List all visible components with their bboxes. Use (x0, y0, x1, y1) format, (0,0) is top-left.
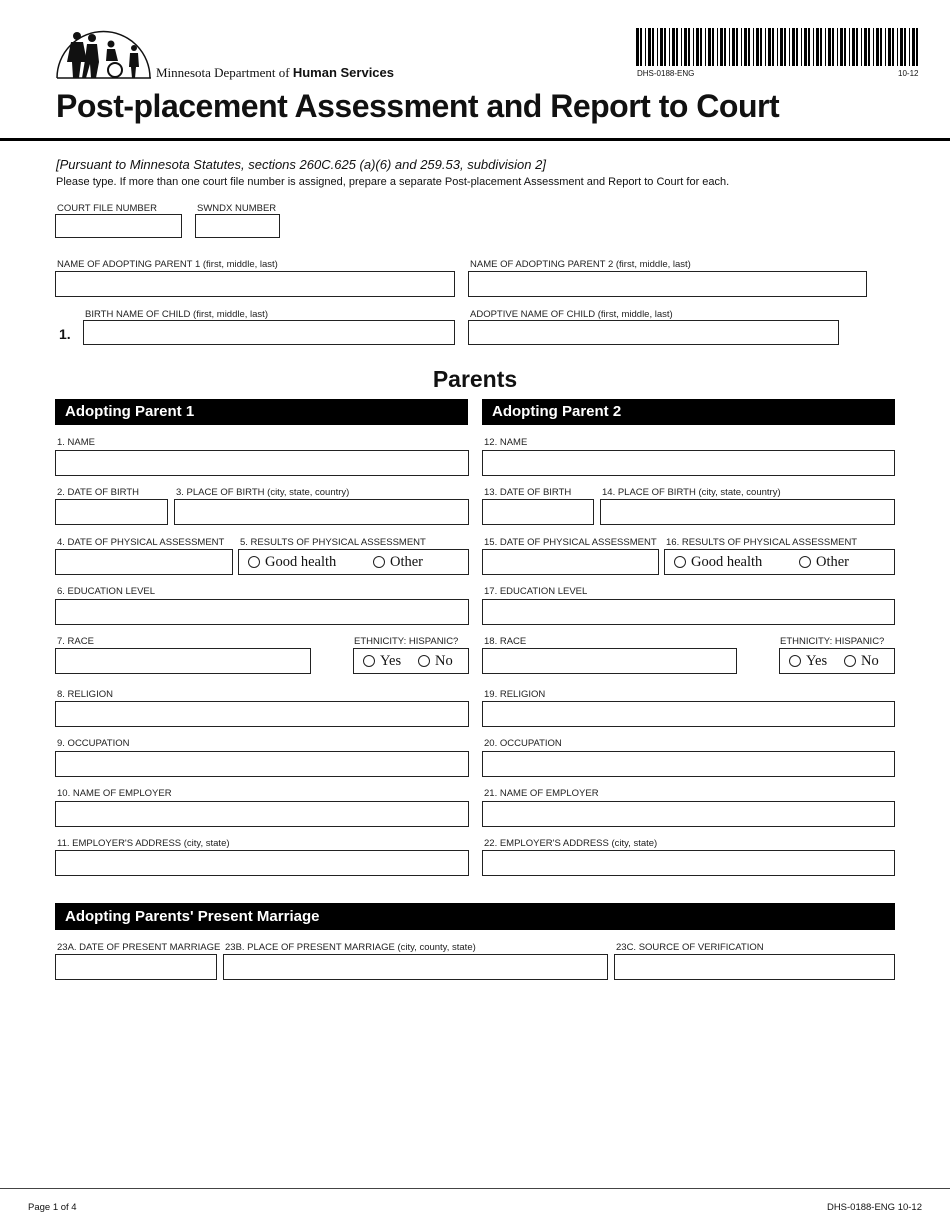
parents-heading: Parents (432, 366, 518, 392)
p1-pob-input[interactable] (174, 499, 469, 525)
barcode (635, 28, 922, 66)
p1-ethnicity-label: ETHNICITY: HISPANIC? (354, 636, 459, 647)
p2-ethnicity-label: ETHNICITY: HISPANIC? (780, 636, 885, 647)
swndx-number-label: SWNDX NUMBER (197, 203, 277, 214)
adoptive-name-child-label: ADOPTIVE NAME OF CHILD (first, middle, last) (470, 309, 673, 320)
p1-phys-results-group (238, 549, 469, 575)
p2-phys-date-label: 15. DATE OF PHYSICAL ASSESSMENT (484, 537, 657, 548)
p2-phys-results-group (664, 549, 895, 575)
p2-hispanic-yes[interactable] (789, 653, 844, 670)
form-code: DHS-0188-ENG (637, 69, 695, 78)
no-text: No (435, 652, 453, 669)
radio-icon[interactable] (373, 556, 385, 568)
p2-other-option[interactable] (799, 554, 849, 571)
p2-race-input[interactable] (482, 648, 737, 674)
verification-source-input[interactable] (614, 954, 895, 980)
p2-pob-label: 14. PLACE OF BIRTH (city, state, country) (602, 487, 781, 498)
p2-employer-input[interactable] (482, 801, 895, 827)
adopting-parent-1-header: Adopting Parent 1 (55, 399, 468, 425)
dhs-logo (55, 26, 153, 80)
marriage-place-input[interactable] (223, 954, 608, 980)
p1-religion-input[interactable] (55, 701, 469, 727)
present-marriage-header: Adopting Parents' Present Marriage (55, 903, 895, 930)
page-number: Page 1 of 4 (28, 1202, 77, 1213)
adopting-parent-1-name-input[interactable] (55, 271, 455, 297)
adoptive-name-child-input[interactable] (468, 320, 839, 345)
p1-education-input[interactable] (55, 599, 469, 625)
radio-icon[interactable] (799, 556, 811, 568)
birth-name-child-input[interactable] (83, 320, 455, 345)
p2-name-input[interactable] (482, 450, 895, 476)
p2-dob-input[interactable] (482, 499, 594, 525)
yes-text: Yes (806, 652, 828, 669)
verification-source-label: 23C. SOURCE OF VERIFICATION (616, 942, 764, 953)
p1-education-label: 6. EDUCATION LEVEL (57, 586, 156, 597)
good-health-text: Good health (691, 553, 763, 570)
instructions: Please type. If more than one court file number is assigned, prepare a separate Post-placement Assessment and Report to Court for each. (56, 176, 730, 188)
p1-occupation-label: 9. OCCUPATION (57, 738, 130, 749)
court-file-number-input[interactable] (55, 214, 182, 238)
adopting-parent-2-header: Adopting Parent 2 (482, 399, 895, 425)
radio-icon[interactable] (844, 655, 856, 667)
p2-occupation-label: 20. OCCUPATION (484, 738, 562, 749)
other-text: Other (390, 553, 424, 570)
p2-hispanic-no[interactable] (844, 653, 879, 670)
good-health-text: Good health (265, 553, 337, 570)
p2-pob-input[interactable] (600, 499, 895, 525)
footer-form-code: DHS-0188-ENG 10-12 (826, 1202, 922, 1213)
child-number: 1. (59, 326, 71, 342)
p1-phys-date-label: 4. DATE OF PHYSICAL ASSESSMENT (57, 537, 225, 548)
radio-icon[interactable] (674, 556, 686, 568)
p1-race-input[interactable] (55, 648, 311, 674)
radio-icon[interactable] (248, 556, 260, 568)
p2-education-label: 17. EDUCATION LEVEL (484, 586, 588, 597)
p1-occupation-input[interactable] (55, 751, 469, 777)
department-bold: Human Services (292, 65, 394, 80)
radio-icon[interactable] (418, 655, 430, 667)
p1-employer-address-input[interactable] (55, 850, 469, 876)
title-rule (0, 138, 950, 141)
marriage-place-label: 23B. PLACE OF PRESENT MARRIAGE (city, county, state) (225, 942, 476, 953)
p2-employer-label: 21. NAME OF EMPLOYER (484, 788, 599, 799)
radio-icon[interactable] (789, 655, 801, 667)
p2-education-input[interactable] (482, 599, 895, 625)
birth-name-child-label: BIRTH NAME OF CHILD (first, middle, last) (85, 309, 268, 320)
no-text: No (861, 652, 879, 669)
p1-name-label: 1. NAME (57, 437, 96, 448)
p2-hispanic-group (779, 648, 895, 674)
form-date: 10-12 (898, 69, 919, 78)
yes-text: Yes (380, 652, 402, 669)
marriage-date-input[interactable] (55, 954, 217, 980)
radio-icon[interactable] (363, 655, 375, 667)
p1-phys-results-label: 5. RESULTS OF PHYSICAL ASSESSMENT (240, 537, 426, 548)
p2-religion-label: 19. RELIGION (484, 689, 546, 700)
department-prefix: Minnesota Department of (156, 65, 290, 80)
page-title: Post-placement Assessment and Report to Court (56, 88, 780, 124)
p1-good-health-option[interactable] (248, 554, 373, 571)
p1-phys-date-input[interactable] (55, 549, 233, 575)
department-name (156, 65, 394, 81)
p1-hispanic-group (353, 648, 469, 674)
adopting-parent-2-name-label: NAME OF ADOPTING PARENT 2 (first, middle, last) (470, 259, 691, 270)
p2-name-label: 12. NAME (484, 437, 528, 448)
p2-occupation-input[interactable] (482, 751, 895, 777)
adopting-parent-1-name-label: NAME OF ADOPTING PARENT 1 (first, middle, last) (57, 259, 278, 270)
adopting-parent-2-name-input[interactable] (468, 271, 867, 297)
p1-employer-input[interactable] (55, 801, 469, 827)
p2-employer-address-input[interactable] (482, 850, 895, 876)
p1-hispanic-yes[interactable] (363, 653, 418, 670)
p1-pob-label: 3. PLACE OF BIRTH (city, state, country) (176, 487, 350, 498)
p2-phys-date-input[interactable] (482, 549, 659, 575)
footer-rule (0, 1188, 950, 1189)
p1-other-option[interactable] (373, 554, 423, 571)
p2-good-health-option[interactable] (674, 554, 799, 571)
p1-name-input[interactable] (55, 450, 469, 476)
court-file-number-label: COURT FILE NUMBER (57, 203, 157, 214)
p1-dob-label: 2. DATE OF BIRTH (57, 487, 139, 498)
swndx-number-input[interactable] (195, 214, 280, 238)
p1-race-label: 7. RACE (57, 636, 94, 647)
marriage-date-label: 23A. DATE OF PRESENT MARRIAGE (57, 942, 221, 953)
p2-phys-results-label: 16. RESULTS OF PHYSICAL ASSESSMENT (666, 537, 858, 548)
statute-reference: [Pursuant to Minnesota Statutes, sections 260C.625 (a)(6) and 259.53, subdivision 2] (56, 157, 546, 172)
p1-hispanic-no[interactable] (418, 653, 453, 670)
p1-employer-address-label: 11. EMPLOYER'S ADDRESS (city, state) (57, 838, 230, 849)
p1-employer-label: 10. NAME OF EMPLOYER (57, 788, 172, 799)
p2-religion-input[interactable] (482, 701, 895, 727)
p2-dob-label: 13. DATE OF BIRTH (484, 487, 572, 498)
other-text: Other (816, 553, 850, 570)
p2-employer-address-label: 22. EMPLOYER'S ADDRESS (city, state) (484, 838, 658, 849)
p2-race-label: 18. RACE (484, 636, 527, 647)
p1-dob-input[interactable] (55, 499, 168, 525)
p1-religion-label: 8. RELIGION (57, 689, 113, 700)
